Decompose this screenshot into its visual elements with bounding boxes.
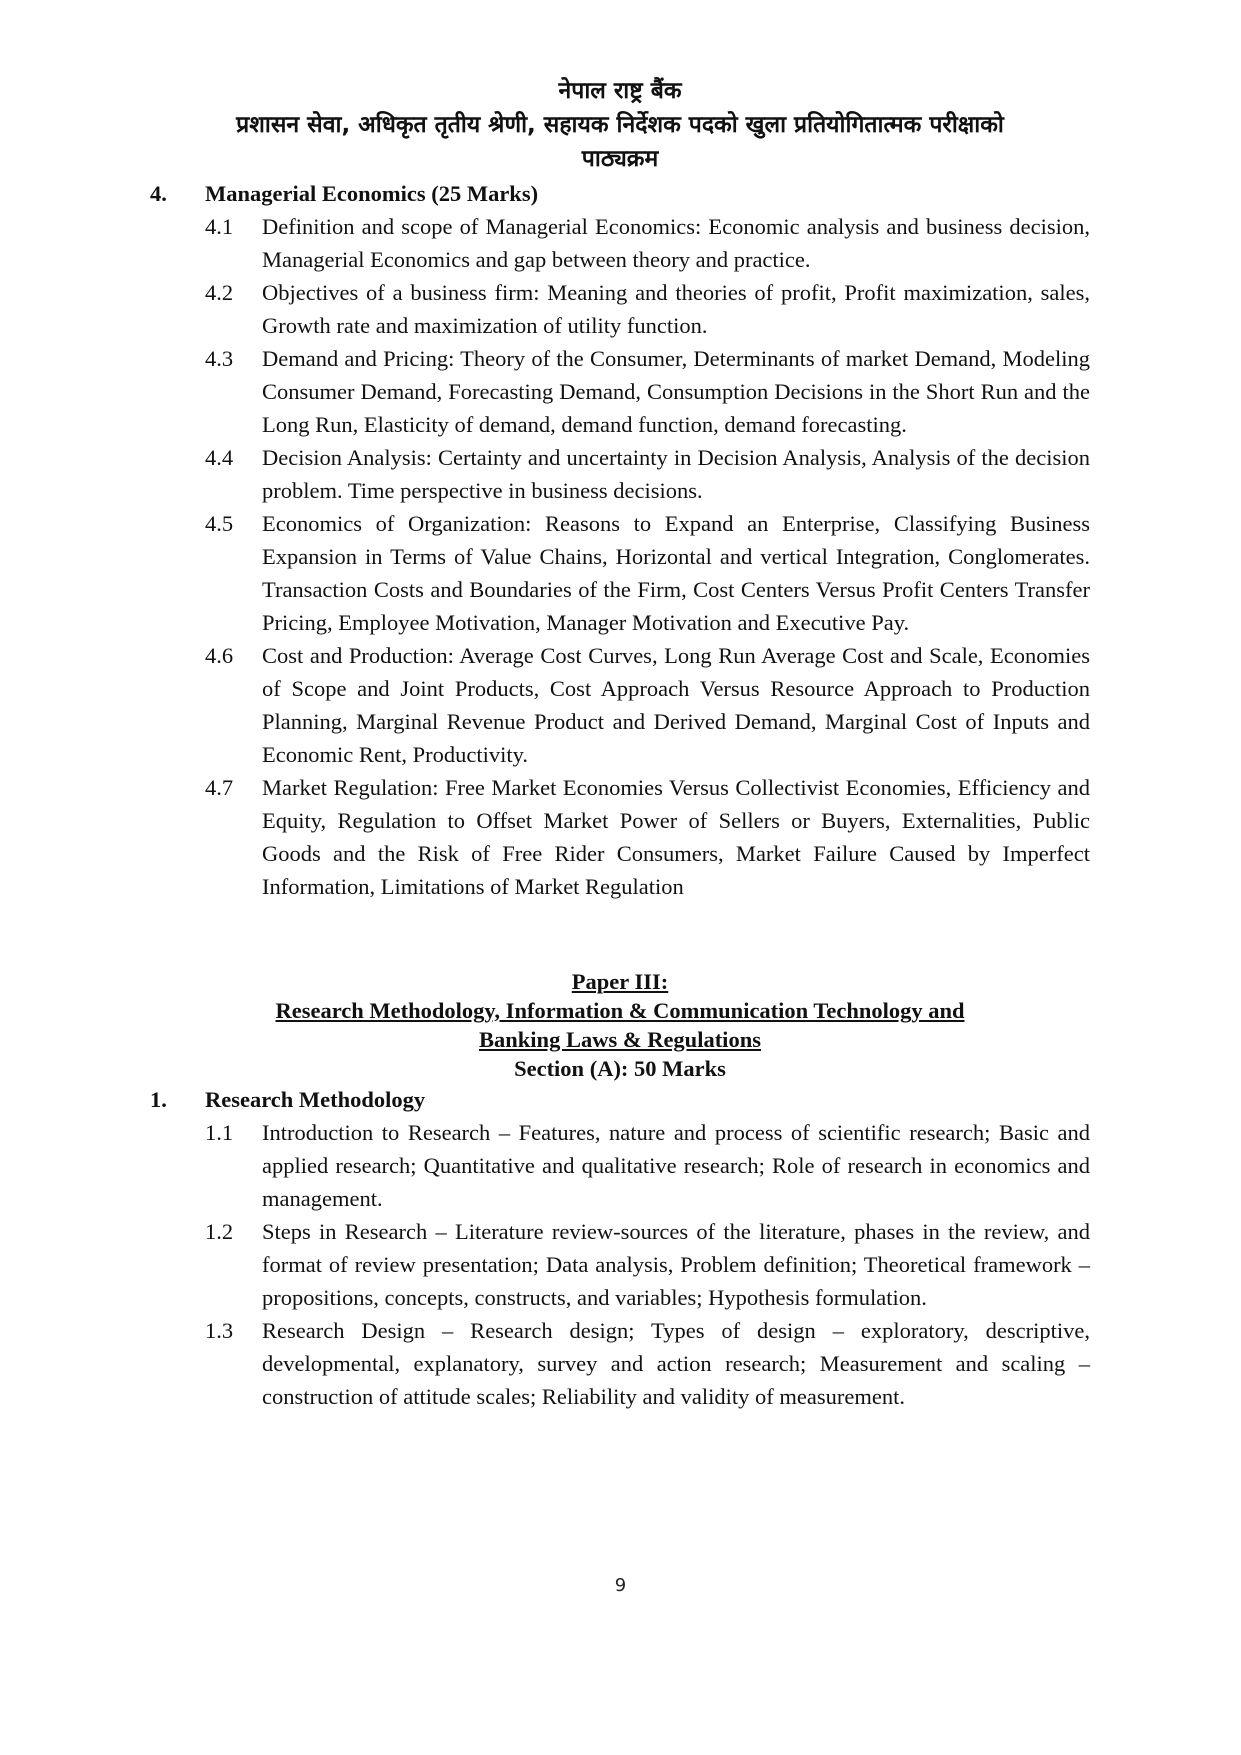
item-text: Demand and Pricing: Theory of the Consumer, Determinants of market Demand, Modeling Consumer Demand, Forecasting Demand, Consumption Decisions in the Short Run and the Long Run, Elasticity of demand, demand function, demand forecasting. — [262, 346, 1090, 437]
item-text: Steps in Research – Literature review-sources of the literature, phases in the review, and format of review presentation; Data analysis, Problem definition; Theoretical framework – propositions, concepts, constructs, and variables; Hypothesis formulation. — [262, 1219, 1090, 1310]
header-institution: नेपाल राष्ट्र बैंक — [558, 78, 682, 104]
item-text: Definition and scope of Managerial Economics: Economic analysis and business decision, Managerial Economics and gap between theory and practice. — [262, 214, 1090, 272]
item-number: 1.2 — [205, 1219, 234, 1244]
item-text: Economics of Organization: Reasons to Expand an Enterprise, Classifying Business Expansion in Terms of Value Chains, Horizontal and vertical Integration, Conglomerates. Transaction Costs and Boundaries of the Firm, Cost Centers Versus Profit Centers Transfer Pricing, Employee Motivation, Manager Motivation and Executive Pay. — [262, 511, 1090, 635]
list-item — [205, 639, 1090, 771]
list-item — [205, 507, 1090, 639]
section-number: 4. — [150, 181, 167, 206]
item-text: Objectives of a business firm: Meaning and theories of profit, Profit maximization, sales, Growth rate and maximization of utility function. — [262, 280, 1090, 338]
item-number: 4.3 — [205, 346, 234, 371]
item-number: 4.6 — [205, 643, 234, 668]
page-number: 9 — [614, 1575, 627, 1596]
section-heading-research-methodology — [150, 1083, 1090, 1116]
item-number: 4.5 — [205, 511, 234, 536]
paper-section-marks: Section (A): 50 Marks — [514, 1056, 726, 1081]
paper-subtitle-line1: Research Methodology, Information & Communication Technology and — [275, 998, 965, 1023]
item-text: Market Regulation: Free Market Economies Versus Collectivist Economies, Efficiency and Equity, Regulation to Offset Market Power of Sellers or Buyers, Externalities, Public Goods and the Risk of Free Rider Consumers, Market Failure Caused by Imperfect Information, Limitations of Market Regulation — [262, 775, 1090, 899]
list-item — [205, 771, 1090, 903]
paper-title: Paper III: — [571, 969, 669, 994]
page-header — [150, 74, 1090, 176]
list-item — [205, 441, 1090, 507]
list-item — [205, 1314, 1090, 1413]
item-number: 4.2 — [205, 280, 234, 305]
item-text: Introduction to Research – Features, nature and process of scientific research; Basic and applied research; Quantitative and qualitative research; Role of research in economics and management. — [262, 1120, 1090, 1211]
list-item — [205, 1116, 1090, 1215]
item-number: 4.1 — [205, 214, 234, 239]
list-item — [205, 210, 1090, 276]
list-item — [205, 342, 1090, 441]
section-title: Research Methodology — [205, 1087, 426, 1112]
section-title: Managerial Economics (25 Marks) — [205, 181, 539, 206]
section-number: 1. — [150, 1087, 167, 1112]
item-text: Decision Analysis: Certainty and uncertainty in Decision Analysis, Analysis of the decision problem. Time perspective in business decisions. — [262, 445, 1090, 503]
paper-subtitle-line2: Banking Laws & Regulations — [479, 1027, 761, 1052]
header-exam-title: प्रशासन सेवा, अधिकृत तृतीय श्रेणी, सहायक निर्देशक पदको खुला प्रतियोगितात्मक परीक्षाको — [236, 112, 1004, 138]
paper-heading — [150, 967, 1090, 1083]
item-text: Cost and Production: Average Cost Curves, Long Run Average Cost and Scale, Economies of Scope and Joint Products, Cost Approach Versus Resource Approach to Production Planning, Marginal Revenue Product and Derived Demand, Marginal Cost of Inputs and Economic Rent, Productivity. — [262, 643, 1090, 767]
item-number: 1.1 — [205, 1120, 234, 1145]
item-number: 1.3 — [205, 1318, 234, 1343]
list-item — [205, 1215, 1090, 1314]
document-body — [150, 177, 1090, 1413]
list-item — [205, 276, 1090, 342]
header-syllabus: पाठ्यक्रम — [581, 146, 659, 172]
section-heading-managerial-economics — [150, 177, 1090, 210]
item-text: Research Design – Research design; Types of design – exploratory, descriptive, developmental, explanatory, survey and action research; Measurement and scaling – construction of attitude scales; Reliability and validity of measurement. — [262, 1318, 1090, 1409]
item-number: 4.4 — [205, 445, 234, 470]
item-number: 4.7 — [205, 775, 234, 800]
